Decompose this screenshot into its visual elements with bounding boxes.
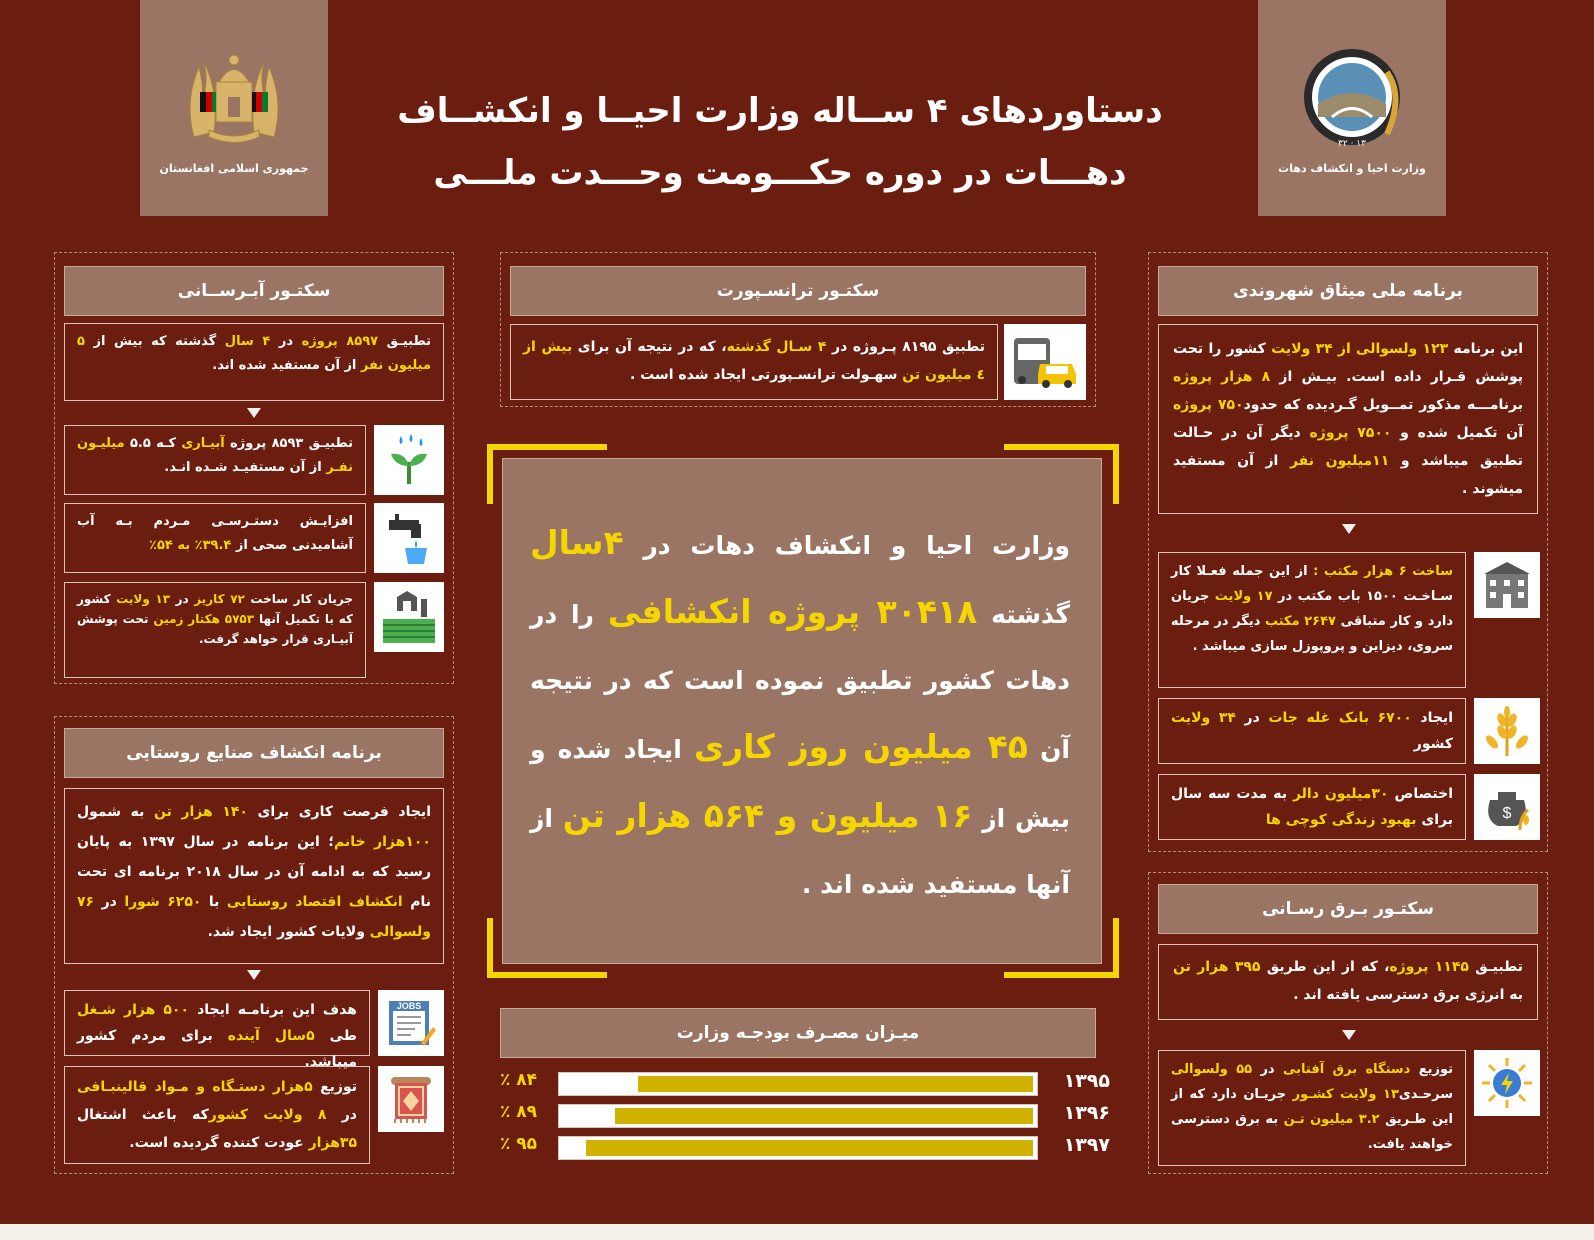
money-grain-icon (1474, 774, 1540, 840)
down-arrow-icon (247, 970, 261, 980)
budget-year-label: ۱۳۹۶ (1063, 1102, 1110, 1124)
down-arrow-icon (247, 408, 261, 418)
carpet-icon (378, 1066, 444, 1132)
rural-jobs-stat-box: ایجاد فرصت کاری برای ۱۴۰ هزار تن به شمول ۱۰۰هزار خانم؛ این برنامه در سال ۱۳۹۷ به پایان رسید که به ادامه آن در سال ۲۰۱۸ برنامه ای تحت نام انکشاف اقتصاد روستایی با ۶۲۵۰ شورا در ۷۶ ولسوالی ولایات کشور ایجاد شد. (64, 788, 444, 964)
budget-bar-fill (615, 1108, 1033, 1124)
budget-bar-row (500, 1102, 1110, 1128)
water-sector-header: سکتـور آبـرســانی (64, 266, 444, 316)
seal-years: ۱۳ · ۳۲ (1338, 138, 1366, 149)
power-stat-box: تطبیـق ۱۱۴۵ پروژه، که از این طریق ۳۹۵ هزار تن به انرژی برق دسترسی یافته اند . (1158, 944, 1538, 1020)
down-arrow-icon (1342, 1030, 1356, 1040)
irrigation-stat-box: تطبیـق ۸۵۹۳ پروژه آبیـاری کـه ۵.۵ میلیـون نفـر از آن مستفیـد شـده انـد. (64, 425, 366, 495)
citizen-charter-header: برنامه ملی میثاق شهروندی (1158, 266, 1538, 316)
budget-percent-label: ٪ ۸۴ (500, 1070, 538, 1090)
solar-energy-icon (1474, 1050, 1540, 1116)
right-logo-caption: وزارت احیا و انکشاف دهات (1278, 161, 1426, 175)
budget-bar-track (558, 1104, 1038, 1128)
title-line-1: دستاوردهای ۴ ســاله وزارت احیــا و انکشــاف (397, 91, 1163, 131)
water-stat-box: تطبیـق ۸۵۹۷ پروژه در ۴ سال گذشته که بیش از ۵ میلیون نفر از آن مستفید شده اند. (64, 323, 444, 401)
wheat-icon (1474, 698, 1540, 764)
left-logo-caption: جمهوری اسلامی افغانستان (159, 161, 309, 175)
drinking-water-stat-box: افزایـش دستـرسـی مـردم بـه آب آشامیدنی صحی از ۳۹.۴٪ به ۵۴٪ (64, 503, 366, 573)
svg-text:JOBS: JOBS (396, 1001, 422, 1011)
transport-stat-box: تطبیق ۸۱۹۵ پـروژه در ۴ سـال گذشته، که در نتیجه آن برای بیش از ٤ میلیون تن سهـولت ترانسـپورتی ایجاد شده است . (510, 324, 998, 400)
budget-bar-track (558, 1072, 1038, 1096)
svg-text:$: $ (1502, 805, 1512, 822)
ministry-seal-icon (1292, 42, 1412, 152)
budget-bar-fill (586, 1140, 1033, 1156)
solar-stat-box: توزیع دستگاه برق آفتابی در ۵۵ ولسوالی سرحـدی۱۳ ولایت کشـور جریـان دارد که از این طـریق ۳.۲ میلیون تـن به برق دسترسی خواهند یافت. (1158, 1050, 1466, 1166)
budget-bar-track (558, 1136, 1038, 1160)
citizen-charter-stat-box: این برنامه ۱۲۳ ولسوالی از ۳۴ ولایت کشور را تحت پوشش قـرار داده است. بیـش از ۸ هزار پروژه برنامـــه مذکور تمــویل گـردیده که حدود۷۵۰ پروژه آن تکمیل شده و ۷۵۰۰ پروژه دیگر آن در حـالت تطبیق میباشد و ۱۱میلیون نفر از آن مستفید میشوند . (1158, 324, 1538, 514)
bus-taxi-icon (1004, 324, 1086, 400)
title-line-2: دهـــات در دوره حکـــومت وحـــدت ملـــی (433, 153, 1127, 193)
budget-year-label: ۱۳۹۵ (1063, 1070, 1110, 1092)
power-sector-header: سکتـور بـرق رسـانی (1158, 884, 1538, 934)
afghanistan-emblem-panel (140, 0, 328, 216)
farm-field-icon (374, 582, 444, 652)
center-summary-text: وزارت احیا و انکشاف دهات در ۴سال گذشته ۳۰۴۱۸ پروژه انکشافی را در دهات کشور تطبیق نموده است که در نتیجه آن ۴۵ میلیون روز کاری ایجاد شده و بیش از ۱۶ میلیون و ۵۶۴ هزار تن از آنها مستفید شده اند . (530, 523, 1071, 899)
carpet-stat-box: توزیع ۵هزار دستـگاه و مـواد قالینبـافی در ۸ ولایت کشورکه باعث اشتغال ۳۵هزار عودت کننده گردیده است. (64, 1066, 370, 1164)
budget-bar-fill (638, 1076, 1033, 1092)
budget-percent-label: ٪ ۹۵ (500, 1134, 538, 1154)
water-tap-icon (374, 503, 444, 573)
budget-year-label: ۱۳۹۷ (1063, 1134, 1110, 1156)
afghanistan-emblem-icon (174, 42, 294, 152)
kuchi-fund-stat-box: اختصاص ۳۰میلیون دالر به مدت سه سال برای بهبود زندگی کوچی ها (1158, 774, 1466, 840)
ministry-logo-panel (1258, 0, 1446, 216)
schools-stat-box: ساخت ۶ هزار مکتب : از این جمله فعـلا کار سـاخـت ۱۵۰۰ باب مکتب در ۱۷ ولایت جریان دارد و کار متباقی ۲۶۴۷ مکتب دیگر در مرحله سروی، دیزاین و پروپوزل سازی میباشد . (1158, 552, 1466, 688)
budget-bar-row (500, 1070, 1110, 1096)
grain-bank-stat-box: ایجاد ۶۷۰۰ بانک غله جات در ۳۴ ولایت کشور (1158, 698, 1466, 764)
budget-bar-row (500, 1134, 1110, 1160)
page-title (360, 80, 1200, 204)
budget-header: میـزان مصـرف بودجـه وزارت (500, 1008, 1096, 1058)
budget-percent-label: ٪ ۸۹ (500, 1102, 538, 1122)
bottom-band (0, 1224, 1594, 1240)
transport-sector-header: سکتـور ترانسـپورت (510, 266, 1086, 316)
jobs-goal-stat-box: هدف این برنامـه ایجاد ۵۰۰ هزار شـغل طی ۵سال آینده برای مردم کشور میباشد. (64, 990, 370, 1056)
irrigation-plant-icon (374, 425, 444, 495)
rural-industries-header: برنامه انکشاف صنایع روستایی (64, 728, 444, 778)
down-arrow-icon (1342, 524, 1356, 534)
jobs-newspaper-icon (378, 990, 444, 1056)
karez-stat-box: جریان کار ساخت ۷۲ کاریز در ۱۳ ولایت کشور که با تکمیل آنها ۵۷۵۳ هکتار زمین تحت پوشش آبیـاری قرار خواهد گرفت. (64, 582, 366, 678)
school-building-icon (1474, 552, 1540, 618)
